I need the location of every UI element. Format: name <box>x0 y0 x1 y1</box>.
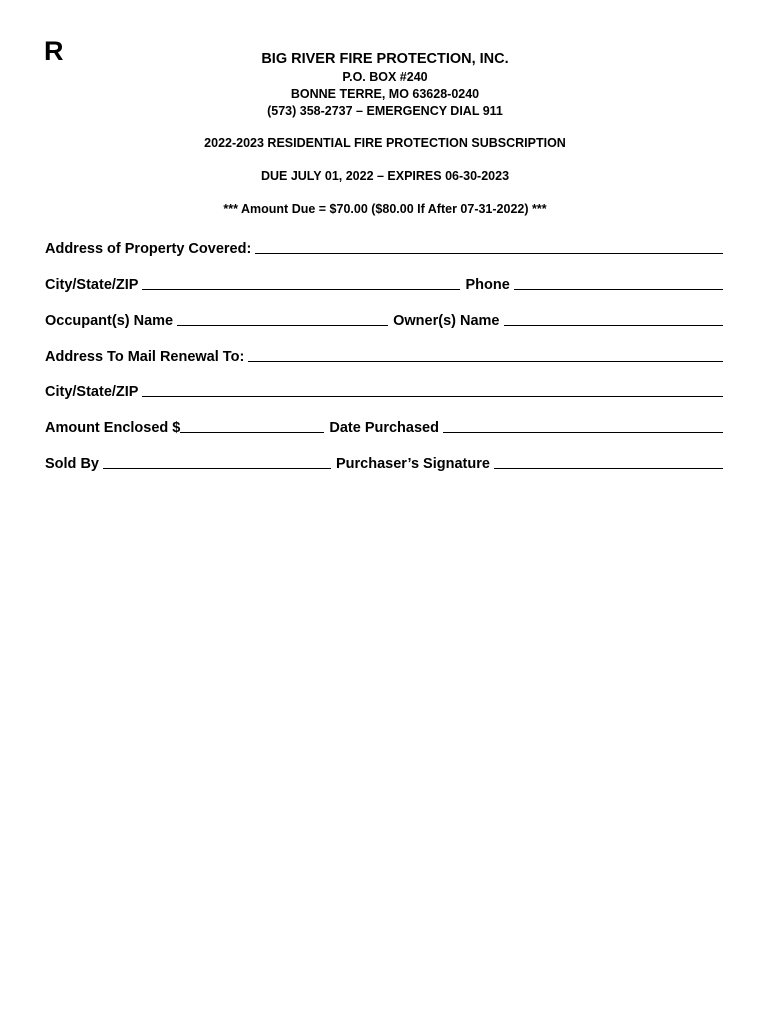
property-address-label: Address of Property Covered: <box>45 241 252 257</box>
po-box: P.O. BOX #240 <box>342 70 428 84</box>
date-purchased-field[interactable] <box>443 430 723 433</box>
signature-row <box>45 450 723 472</box>
signature-label: Purchaser’s Signature <box>335 456 490 472</box>
owner-label: Owner(s) Name <box>393 313 500 329</box>
amount-enclosed-field[interactable] <box>180 430 324 433</box>
phone-field[interactable] <box>514 287 723 290</box>
mail-city-state-zip-label: City/State/ZIP <box>45 384 139 400</box>
city-state-zip-row-2 <box>45 378 723 400</box>
property-address-field[interactable] <box>255 251 723 254</box>
owner-name-field[interactable] <box>504 323 724 326</box>
corner-mark: R <box>44 36 64 66</box>
sold-by-label: Sold By <box>45 456 99 472</box>
phone-label: Phone <box>465 277 510 293</box>
phone-line: (573) 358-2737 – EMERGENCY DIAL 911 <box>267 104 503 118</box>
mail-renewal-field[interactable] <box>248 359 723 362</box>
city-state-zip-field[interactable] <box>142 287 460 290</box>
property-address-row <box>45 235 723 257</box>
subscription-title: 2022-2023 RESIDENTIAL FIRE PROTECTION SUBSCRIPTION <box>204 136 566 150</box>
city-state-line: BONNE TERRE, MO 63628-0240 <box>290 87 480 101</box>
amount-due-line: *** Amount Due = $70.00 ($80.00 If After 07-31-2022) *** <box>223 202 547 216</box>
city-state-zip-row-1 <box>45 271 723 293</box>
names-row <box>45 307 723 329</box>
sold-by-field[interactable] <box>103 466 331 469</box>
signature-field[interactable] <box>494 466 723 469</box>
occupant-label: Occupant(s) Name <box>45 313 174 329</box>
organization-name: BIG RIVER FIRE PROTECTION, INC. <box>261 51 509 67</box>
occupant-name-field[interactable] <box>177 323 388 326</box>
amount-enclosed-label: Amount Enclosed $ <box>45 420 181 436</box>
mail-renewal-row <box>45 343 723 365</box>
date-purchased-label: Date Purchased <box>329 420 439 436</box>
mail-renewal-label: Address To Mail Renewal To: <box>45 349 245 365</box>
city-state-zip-label: City/State/ZIP <box>45 277 139 293</box>
payment-row <box>45 414 723 436</box>
due-date-line: DUE JULY 01, 2022 – EXPIRES 06-30-2023 <box>260 169 510 183</box>
mail-city-state-zip-field[interactable] <box>142 394 723 397</box>
